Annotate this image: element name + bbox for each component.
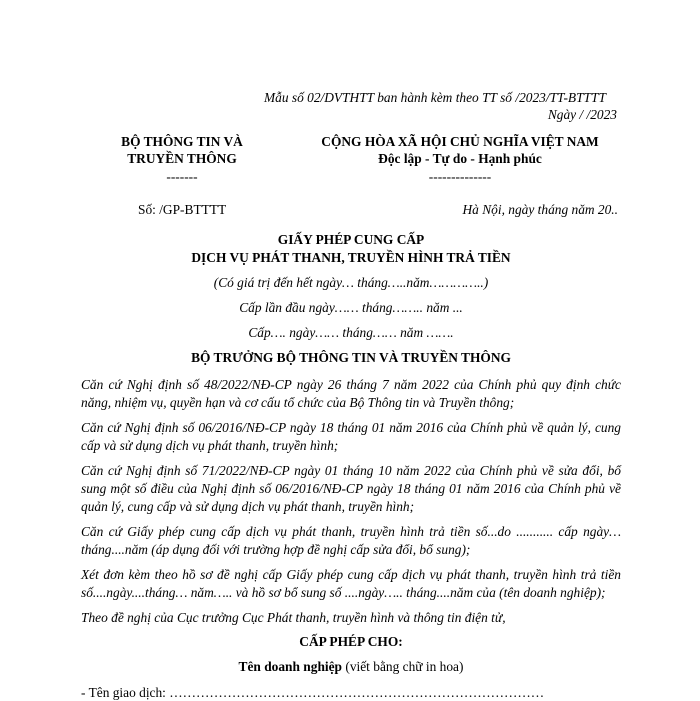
company-name-row [81,659,621,675]
clause-decree-71: Căn cứ Nghị định số 71/2022/NĐ-CP ngày 01 tháng 10 năm 2022 của Chính phủ về sửa đổi, bổ sung một số điều của Nghị định số 06/2016/NĐ-CP ngày 18 tháng 01 năm 2016 của Chính phủ về quản lý, cung cấp và sử dụng dịch vụ phát thanh, truyền hình; [81,463,621,514]
license-first-issue: Cấp lần đầu ngày…… tháng…….. năm ... [239,300,463,315]
clause-proposal: Theo đề nghị của Cục trưởng Cục Phát thanh, truyền hình và thông tin điện tử, [81,610,506,625]
company-name-hint: (viết bằng chữ in hoa) [345,659,464,674]
company-name-label: Tên doanh nghiệp [238,659,342,674]
form-note: Mẫu số 02/DVTHTT ban hành kèm theo TT số /2023/TT-BTTTT [264,90,606,105]
place-date: Hà Nội, ngày tháng năm 20.. [462,202,618,217]
agency-divider: ------- [166,169,198,184]
license-validity: (Có giá trị đến hết ngày… tháng…..năm…………..) [213,275,489,290]
trade-name-field: - Tên giao dịch: ………………………………………………………………………… [81,685,545,700]
grant-heading: CẤP PHÉP CHO: [299,634,403,649]
clause-decree-06: Căn cứ Nghị định số 06/2016/NĐ-CP ngày 18 tháng 01 năm 2016 của Chính phủ về quản lý, cung cấp và sử dụng dịch vụ phát thanh, truyền hình; [81,420,621,453]
nation-motto: Độc lập - Tự do - Hạnh phúc [378,151,542,166]
agency-name-line1: BỘ THÔNG TIN VÀ [121,134,243,149]
license-issue: Cấp…. ngày…… tháng…… năm ……. [248,325,454,340]
agency-name-line2: TRUYỀN THÔNG [127,151,237,166]
license-title-line1: GIẤY PHÉP CUNG CẤP [277,232,425,247]
nation-title: CỘNG HÒA XÃ HỘI CHỦ NGHĨA VIỆT NAM [321,134,599,149]
clause-decree-48: Căn cứ Nghị định số 48/2022/NĐ-CP ngày 26 tháng 7 năm 2022 của Chính phủ quy định chức năng, nhiệm vụ, quyền hạn và cơ cấu tổ chức của Bộ Thông tin và Truyền thông; [81,377,621,410]
nation-divider: -------------- [428,169,492,184]
clause-application: Xét đơn kèm theo hồ sơ đề nghị cấp Giấy phép cung cấp dịch vụ phát thanh, truyền hình trả tiền số....ngày....tháng… năm….. và hồ sơ bổ sung số ....ngày….. tháng....năm của (tên doanh nghiệp); [81,567,621,600]
clause-existing-license: Căn cứ Giấy phép cung cấp dịch vụ phát thanh, truyền hình trả tiền số...do ........... cấp ngày… tháng....năm (áp dụng đối với trường hợp đề nghị cấp sửa đổi, bổ sung); [81,524,621,557]
document-number: Số: /GP-BTTTT [138,202,227,217]
license-title-line2: DỊCH VỤ PHÁT THANH, TRUYỀN HÌNH TRẢ TIỀN [191,250,511,265]
form-date: Ngày / /2023 [547,107,617,122]
issuing-authority: BỘ TRƯỞNG BỘ THÔNG TIN VÀ TRUYỀN THÔNG [191,350,511,365]
